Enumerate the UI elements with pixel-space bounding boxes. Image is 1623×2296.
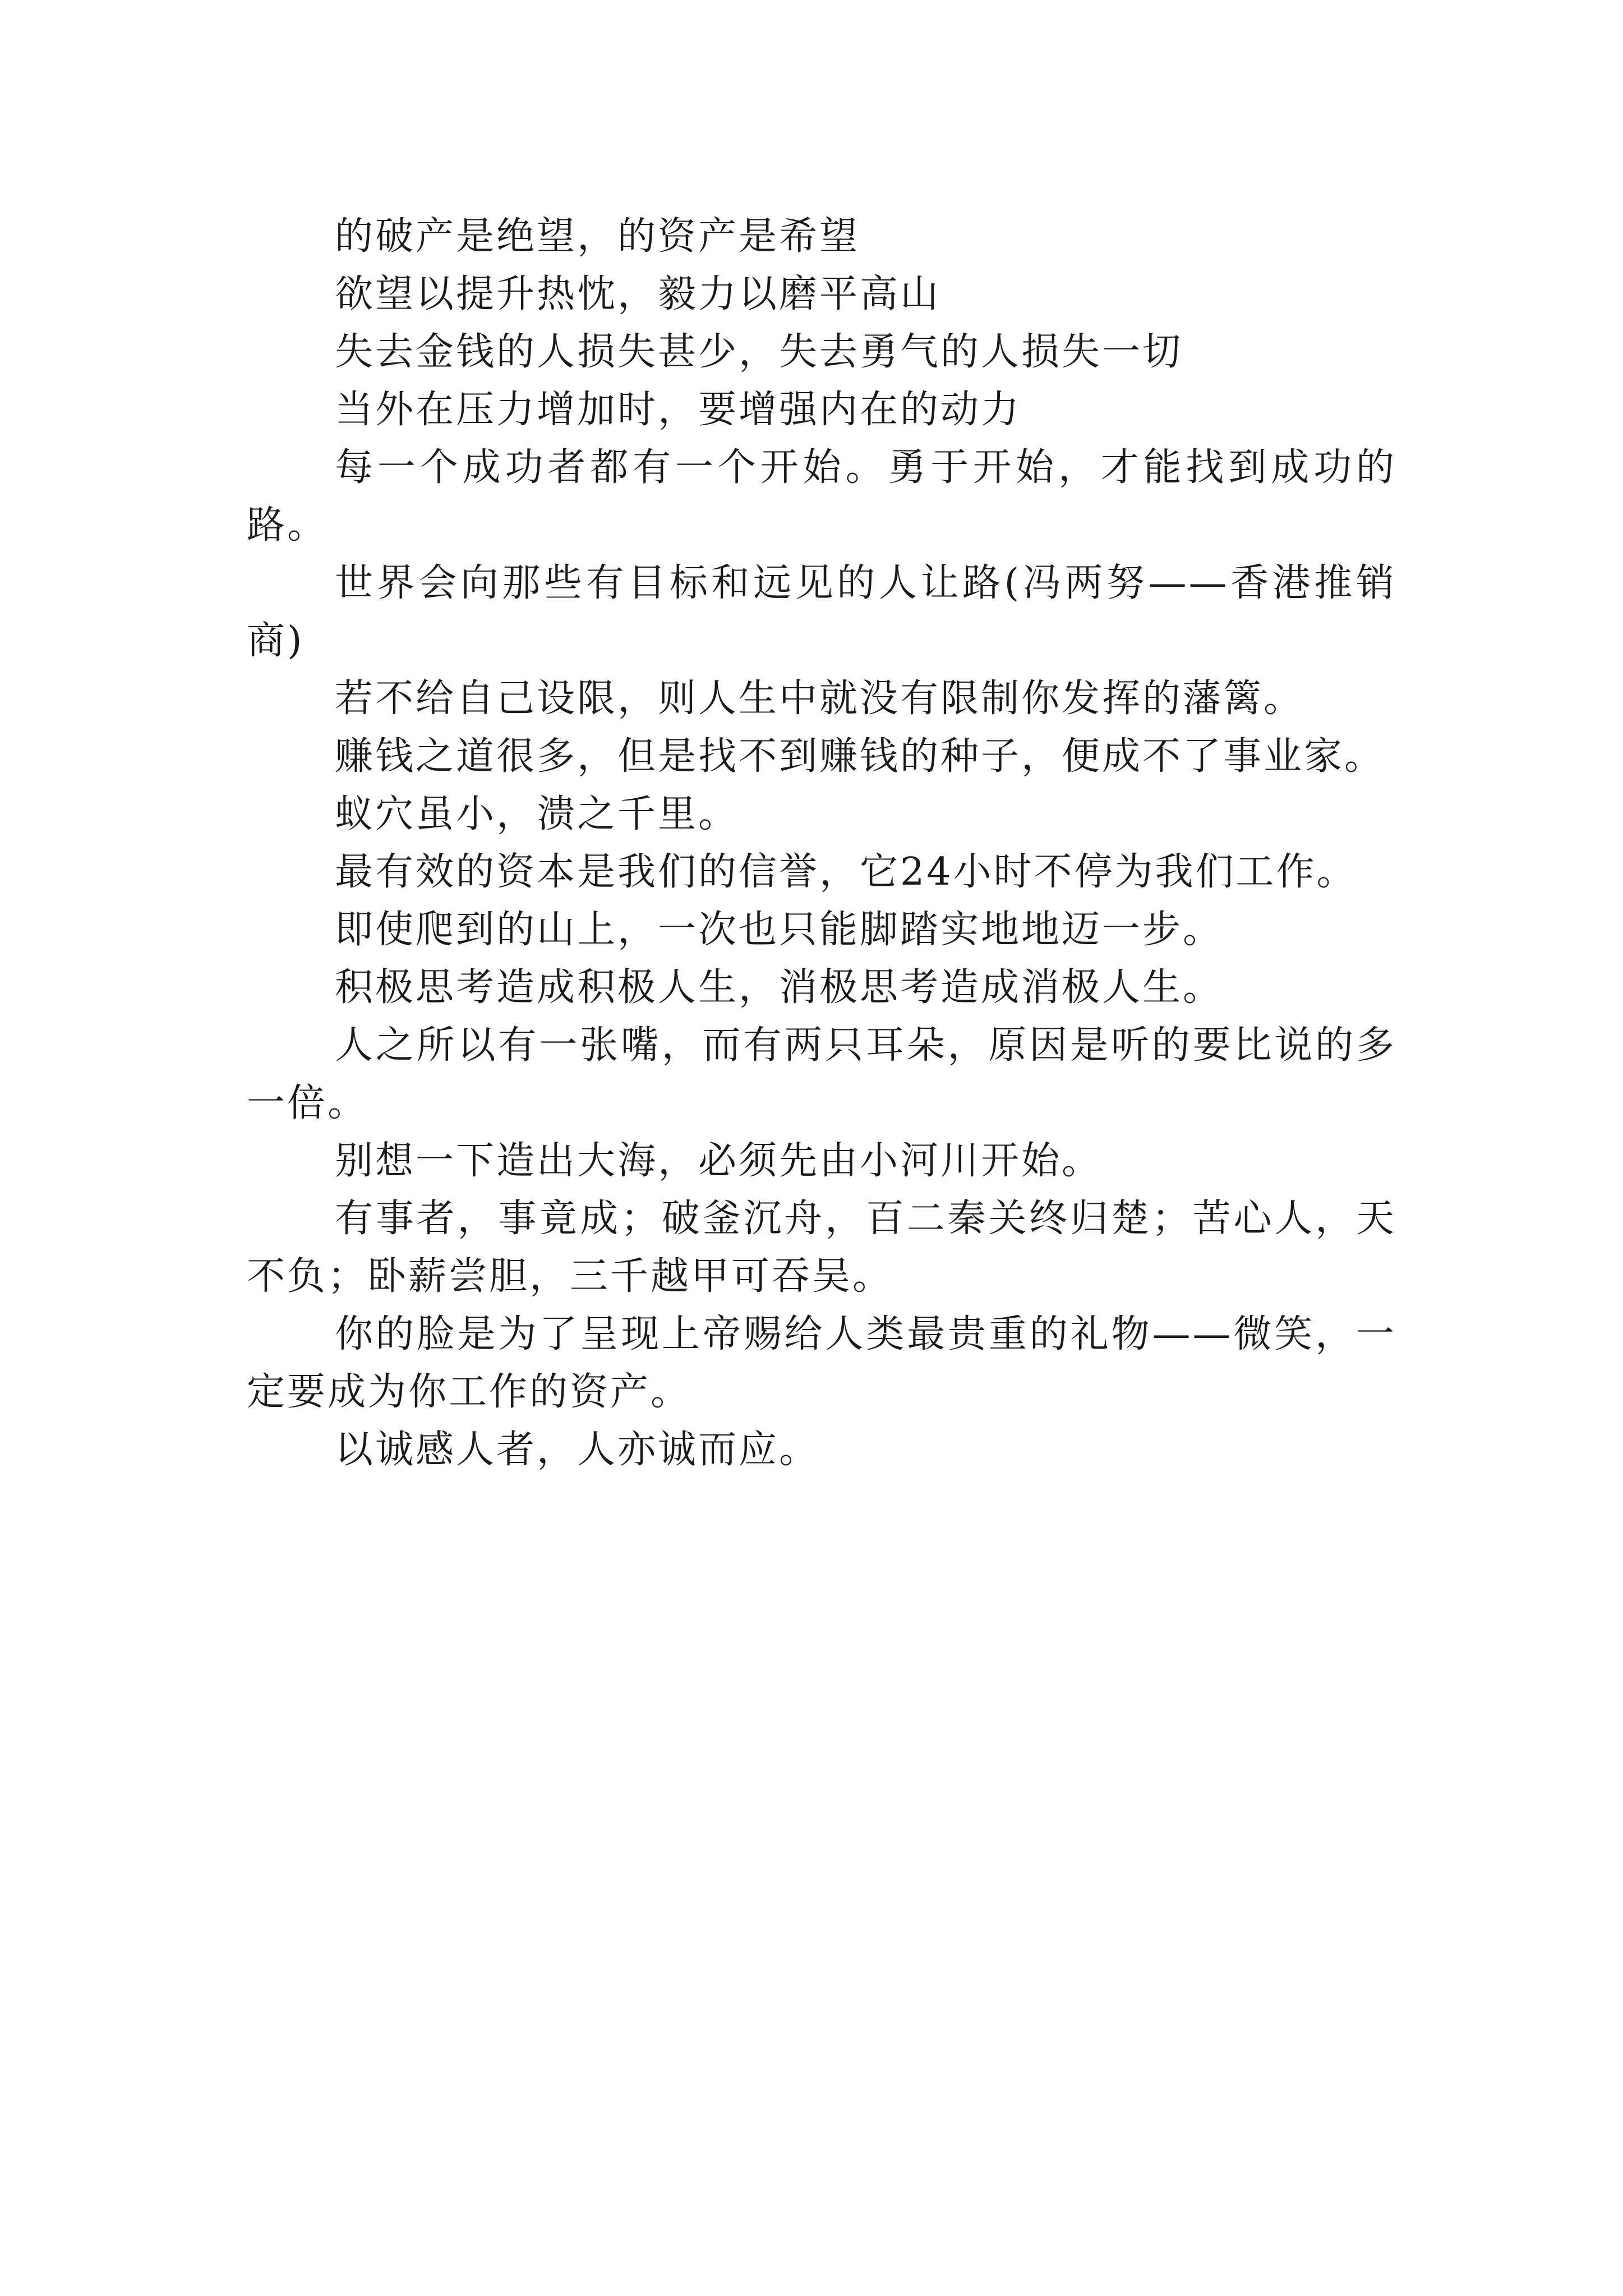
quote-paragraph: 若不给自己设限，则人生中就没有限制你发挥的藩篱。 (335, 677, 1304, 721)
quote-paragraph: 世界会向那些有目标和远见的人让路(冯两努——香港推销商) (247, 561, 1396, 663)
quote-paragraph: 欲望以提升热忱，毅力以磨平高山 (335, 272, 941, 316)
quote-paragraph: 赚钱之道很多，但是找不到赚钱的种子，便成不了事业家。 (335, 734, 1385, 779)
quote-paragraph: 即使爬到的山上，一次也只能脚踏实地地迈一步。 (335, 908, 1224, 952)
quote-paragraph: 失去金钱的人损失甚少，失去勇气的人损失一切 (335, 330, 1183, 374)
quote-paragraph: 的破产是绝望，的资产是希望 (335, 214, 860, 259)
quote-paragraph: 有事者，事竟成；破釜沉舟，百二秦关终归楚；苦心人，天不负；卧薪尝胆，三千越甲可吞吴。 (247, 1197, 1396, 1299)
quote-paragraph: 每一个成功者都有一个开始。勇于开始，才能找到成功的路。 (247, 445, 1396, 547)
quote-paragraph: 积极思考造成积极人生，消极思考造成消极人生。 (335, 965, 1224, 1010)
quote-paragraph: 当外在压力增加时，要增强内在的动力 (335, 388, 1022, 432)
document-body (247, 208, 1396, 1479)
quote-paragraph: 你的脸是为了呈现上帝赐给人类最贵重的礼物——微笑，一定要成为你工作的资产。 (247, 1312, 1396, 1414)
quote-paragraph: 以诚感人者，人亦诚而应。 (335, 1428, 820, 1472)
quote-paragraph: 人之所以有一张嘴，而有两只耳朵，原因是听的要比说的多一倍。 (247, 1023, 1396, 1125)
quote-paragraph: 蚁穴虽小，溃之千里。 (335, 792, 739, 836)
quote-paragraph: 别想一下造出大海，必须先由小河川开始。 (335, 1139, 1103, 1183)
quote-paragraph: 最有效的资本是我们的信誉，它24小时不停为我们工作。 (335, 850, 1357, 894)
